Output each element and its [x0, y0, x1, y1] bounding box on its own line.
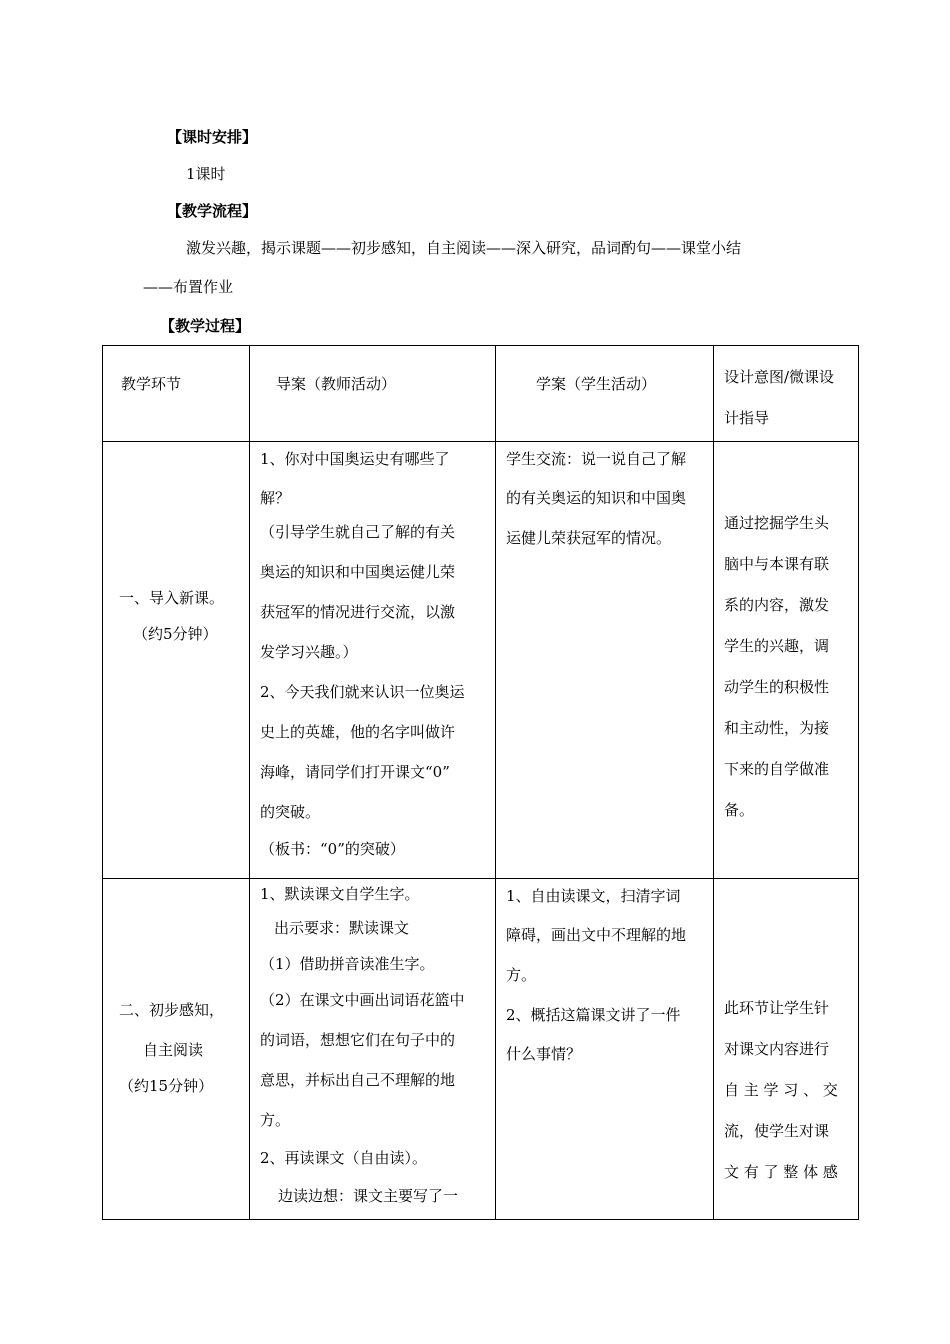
design-cell [714, 442, 859, 879]
teacher-line: 的突破。 [260, 803, 321, 821]
design-line: 流，使学生对课 [724, 1122, 830, 1140]
student-line: 1、自由读课文，扫清字词 [506, 887, 681, 905]
teacher-line: （板书：“0”的突破） [260, 840, 405, 858]
teacher-line: 解？ [260, 489, 291, 507]
teacher-line: 史上的英雄，他的名字叫做许 [260, 723, 456, 741]
teacher-line: 1、你对中国奥运史有哪些了 [260, 450, 450, 468]
teacher-cell [250, 879, 496, 1220]
teacher-line: 发学习兴趣。） [260, 643, 358, 661]
teacher-line: 2、今天我们就来认识一位奥运 [260, 683, 465, 701]
header-label: 导案（教师活动） [276, 375, 397, 393]
teacher-line: 2、再读课文（自由读）。 [260, 1149, 428, 1167]
stage-line: （约5分钟） [133, 625, 218, 643]
design-line: 自 主 学 习 、 交 [724, 1081, 838, 1099]
teacher-line: 边读边想：课文主要写了一 [278, 1187, 459, 1205]
header-label: 学案（学生活动） [536, 375, 657, 393]
teacher-cell [250, 442, 496, 879]
flow-line-1: 激发兴趣，揭示课题——初步感知，自主阅读——深入研究，品词酌句——课堂小结 [186, 239, 742, 257]
design-line: 此环节让学生针 [724, 999, 830, 1017]
design-line: 系的内容，激发 [724, 596, 830, 614]
teacher-line: 方。 [260, 1111, 291, 1129]
lesson-table [102, 345, 859, 1220]
header-stage [103, 346, 250, 442]
stage-line: 一、导入新课。 [119, 589, 225, 607]
header-design [714, 346, 859, 442]
teacher-line: 获冠军的情况进行交流，以激 [260, 603, 456, 621]
teacher-line: 1、默读课文自学生字。 [260, 885, 420, 903]
teacher-line: 的词语，想想它们在句子中的 [260, 1031, 456, 1049]
schedule-text: 1课时 [186, 165, 226, 183]
flow-heading: 【教学流程】 [167, 202, 258, 220]
stage-line: （约15分钟） [119, 1077, 214, 1095]
student-line: 什么事情？ [506, 1045, 582, 1063]
design-line: 通过挖掘学生头 [724, 514, 830, 532]
stage-cell [103, 442, 250, 879]
flow-line-2: ——布置作业 [143, 278, 234, 296]
student-line: 方。 [506, 966, 537, 984]
design-line: 学生的兴趣，调 [724, 637, 830, 655]
student-line: 学生交流：说一说自己了解 [506, 450, 687, 468]
design-line: 动学生的积极性 [724, 678, 830, 696]
row-intro [103, 442, 859, 879]
teacher-line: （2）在课文中画出词语花篮中 [260, 991, 465, 1009]
design-line: 文 有 了 整 体 感 [724, 1163, 838, 1181]
stage-line: 自主阅读 [143, 1041, 204, 1059]
header-row [103, 346, 859, 442]
header-label: 教学环节 [121, 375, 182, 393]
student-cell [496, 879, 714, 1220]
teacher-line: 出示要求：默读课文 [274, 919, 410, 937]
stage-line: 二、初步感知， [119, 1001, 225, 1019]
student-line: 的有关奥运的知识和中国奥 [506, 489, 687, 507]
teacher-line: （1）借助拼音读准生字。 [260, 955, 435, 973]
teacher-line: 奥运的知识和中国奥运健儿荣 [260, 563, 456, 581]
header-label: 计指导 [724, 409, 770, 427]
row-reading [103, 879, 859, 1220]
design-line: 对课文内容进行 [724, 1040, 830, 1058]
design-cell [714, 879, 859, 1220]
teacher-line: 意思，并标出自己不理解的地 [260, 1071, 456, 1089]
header-student [496, 346, 714, 442]
design-line: 备。 [724, 801, 755, 819]
stage-cell [103, 879, 250, 1220]
student-line: 2、概括这篇课文讲了一件 [506, 1006, 681, 1024]
teacher-line: 海峰，请同学们打开课文“0” [260, 763, 450, 781]
schedule-heading: 【课时安排】 [167, 128, 258, 146]
student-line: 障碍，画出文中不理解的地 [506, 926, 687, 944]
process-heading: 【教学过程】 [160, 317, 251, 335]
design-line: 脑中与本课有联 [724, 555, 830, 573]
student-cell [496, 442, 714, 879]
header-label: 设计意图/微课设 [724, 368, 835, 386]
student-line: 运健儿荣获冠军的情况。 [506, 529, 672, 547]
design-line: 和主动性，为接 [724, 719, 830, 737]
header-teacher [250, 346, 496, 442]
teacher-line: （引导学生就自己了解的有关 [260, 523, 456, 541]
design-line: 下来的自学做准 [724, 760, 830, 778]
